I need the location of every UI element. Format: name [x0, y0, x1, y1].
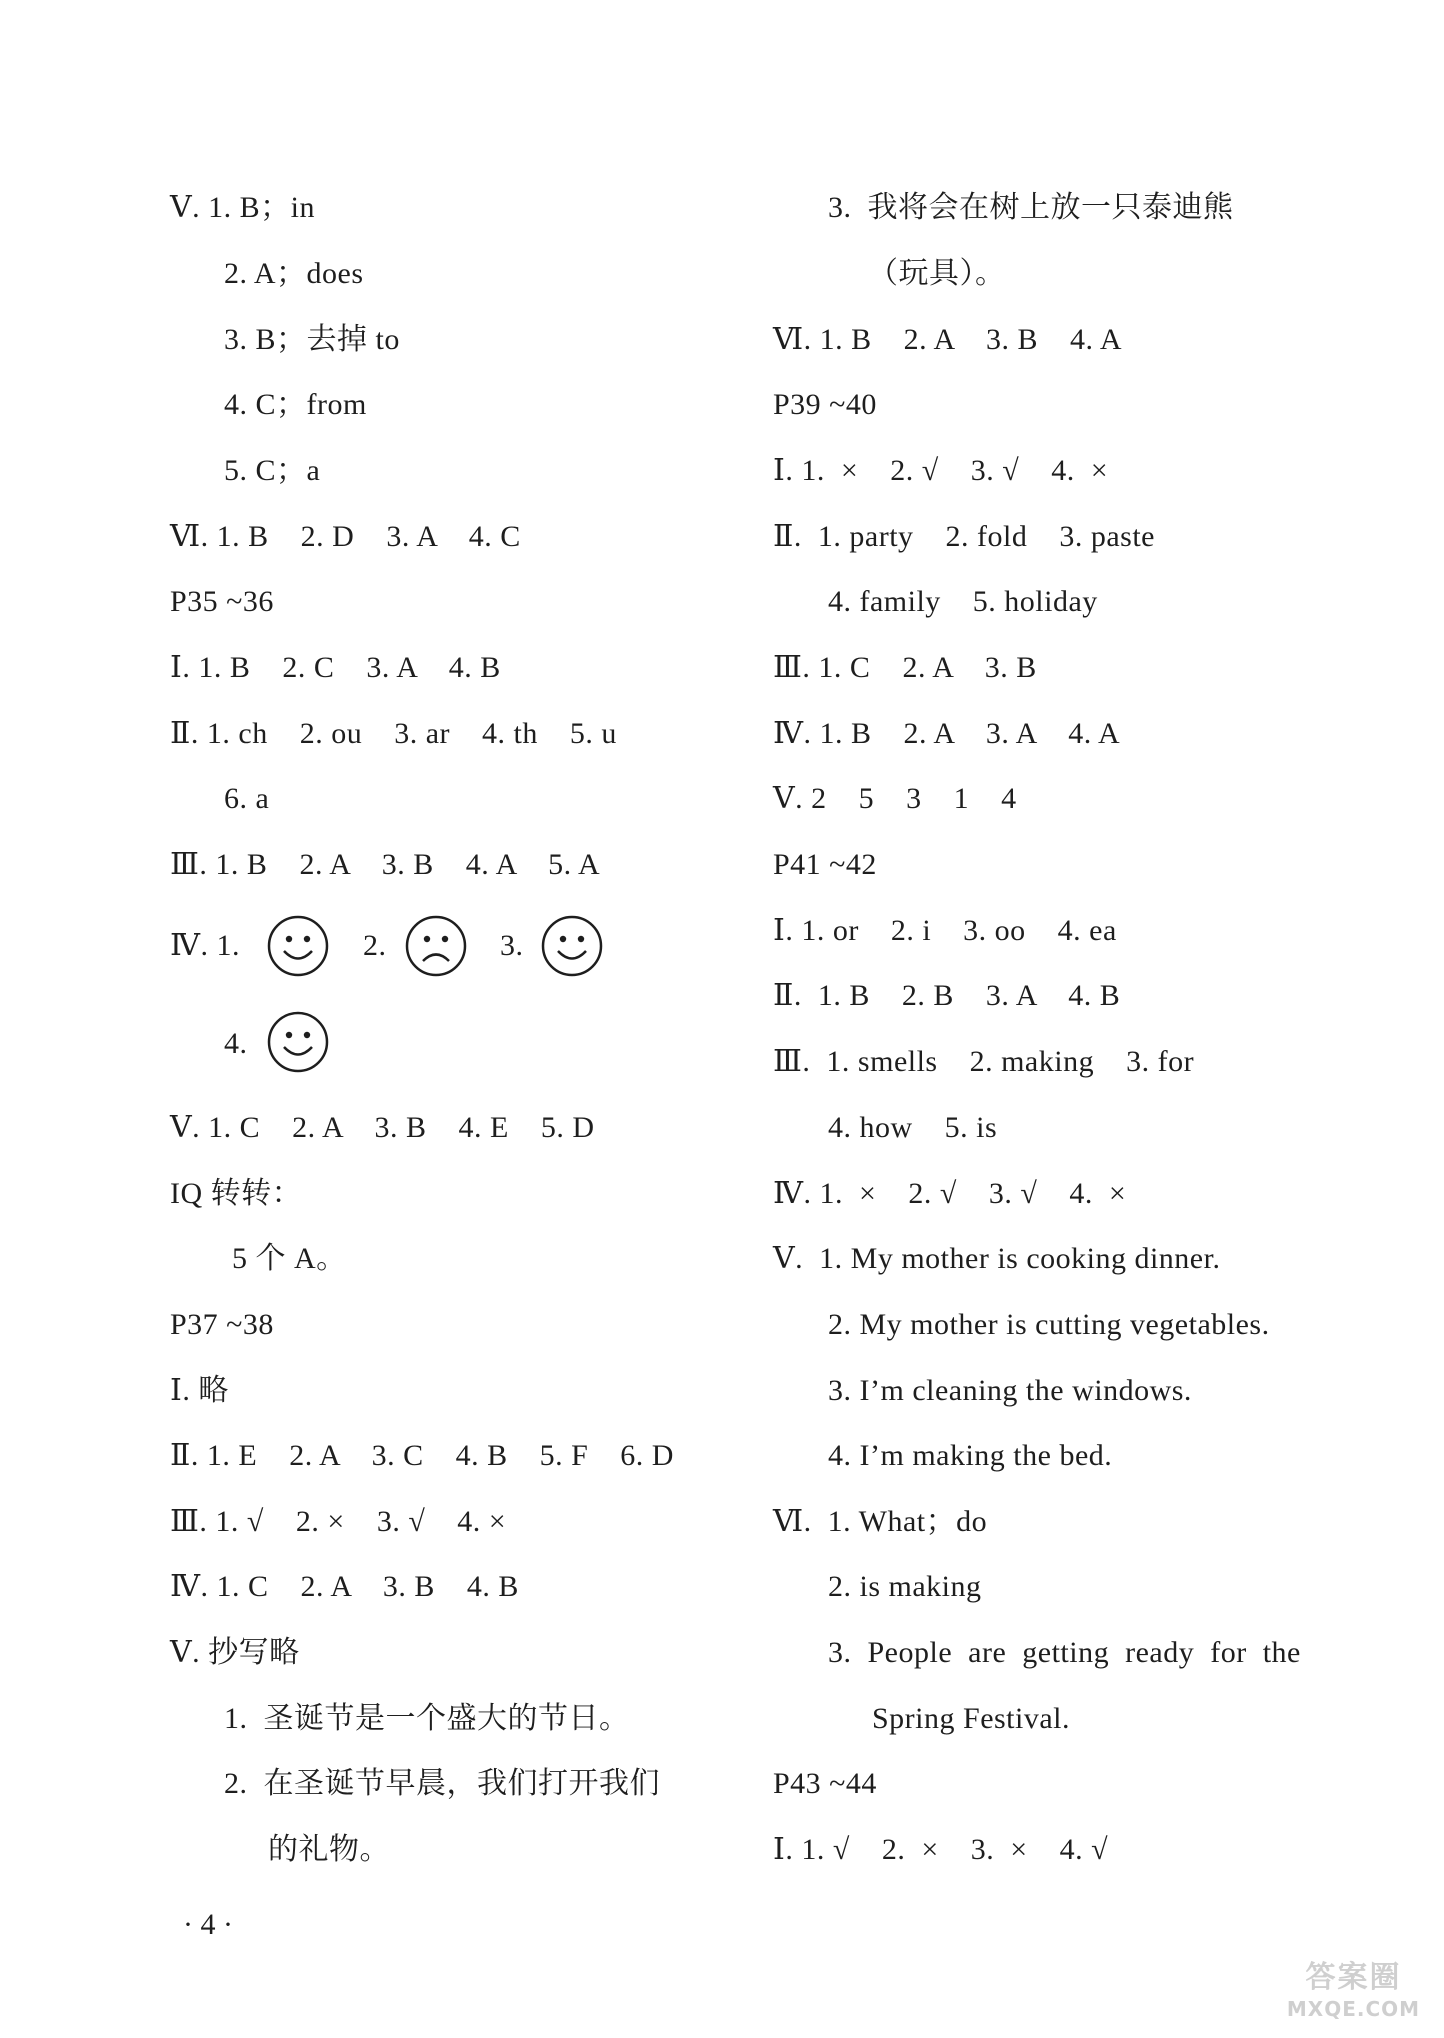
- left-line-5: 5. C；a: [224, 454, 321, 487]
- right-section-p41: P41 ~42: [773, 848, 877, 881]
- left-line-6: Ⅵ. 1. B 2. D 3. A 4. C: [170, 520, 521, 553]
- left-line-1: Ⅴ. 1. B；in: [170, 191, 316, 224]
- right-line-14: Ⅲ. 1. smells 2. making 3. for: [773, 1045, 1195, 1078]
- left-line-2: 2. A；does: [224, 257, 364, 290]
- left-line-11: Ⅲ. 1. B 2. A 3. B 4. A 5. A: [170, 848, 601, 881]
- left-section-p37: P37 ~38: [170, 1308, 274, 1341]
- left-line-21: Ⅱ. 1. E 2. A 3. C 4. B 5. F 6. D: [170, 1439, 674, 1472]
- right-line-8: Ⅲ. 1. C 2. A 3. B: [773, 651, 1037, 684]
- left-line-9: Ⅱ. 1. ch 2. ou 3. ar 4. th 5. u: [170, 717, 617, 750]
- right-line-6: Ⅱ. 1. party 2. fold 3. paste: [773, 520, 1155, 553]
- right-line-3: Ⅵ. 1. B 2. A 3. B 4. A: [773, 323, 1123, 356]
- right-section-p43: P43 ~44: [773, 1767, 877, 1800]
- face-label-roman: Ⅳ. 1.: [170, 929, 240, 962]
- right-line-12: Ⅰ. 1. or 2. i 3. oo 4. ea: [773, 914, 1117, 947]
- left-line-26: 2. 在圣诞节早晨，我们打开我们: [224, 1767, 660, 1800]
- right-line-9: Ⅳ. 1. B 2. A 3. A 4. A: [773, 717, 1121, 750]
- left-line-10: 6. a: [224, 782, 270, 815]
- watermark-url: MXQE.COM: [1286, 1997, 1421, 2021]
- right-line-7: 4. family 5. holiday: [828, 585, 1098, 618]
- right-line-16: Ⅳ. 1. × 2. √ 3. √ 4. ×: [773, 1177, 1127, 1210]
- right-line-5: Ⅰ. 1. × 2. √ 3. √ 4. ×: [773, 454, 1109, 487]
- smile-face-icon: [540, 914, 604, 978]
- right-line-18: 2. My mother is cutting vegetables.: [828, 1308, 1270, 1341]
- right-line-1: 3. 我将会在树上放一只泰迪熊: [828, 191, 1234, 224]
- left-line-18: 5 个 A。: [232, 1242, 347, 1275]
- right-line-24: Spring Festival.: [872, 1702, 1071, 1735]
- left-line-4: 4. C；from: [224, 388, 367, 421]
- right-line-26: Ⅰ. 1. √ 2. × 3. × 4. √: [773, 1833, 1109, 1866]
- left-line-23: Ⅳ. 1. C 2. A 3. B 4. B: [170, 1570, 519, 1603]
- face-label-4: 4.: [224, 1027, 248, 1060]
- left-line-24: Ⅴ. 抄写略: [170, 1636, 300, 1669]
- smile-face-icon: [266, 1010, 330, 1074]
- right-line-22: 2. is making: [828, 1570, 982, 1603]
- left-line-16: Ⅴ. 1. C 2. A 3. B 4. E 5. D: [170, 1111, 595, 1144]
- left-line-8: Ⅰ. 1. B 2. C 3. A 4. B: [170, 651, 501, 684]
- left-line-3: 3. B；去掉 to: [224, 323, 400, 356]
- left-line-25: 1. 圣诞节是一个盛大的节日。: [224, 1702, 630, 1735]
- watermark-logo: [1271, 1960, 1436, 2032]
- watermark-title: 答案圈: [1305, 1960, 1402, 1995]
- right-line-20: 4. I’m making the bed.: [828, 1439, 1113, 1472]
- left-line-22: Ⅲ. 1. √ 2. × 3. √ 4. ×: [170, 1505, 507, 1538]
- right-line-10: Ⅴ. 2 5 3 1 4: [773, 782, 1017, 815]
- left-line-17: IQ 转转：: [170, 1177, 303, 1210]
- right-line-21: Ⅵ. 1. What；do: [773, 1505, 988, 1538]
- left-line-27: 的礼物。: [268, 1833, 390, 1866]
- right-line-19: 3. I’m cleaning the windows.: [828, 1374, 1192, 1407]
- right-line-23: 3. People are getting ready for the: [828, 1636, 1301, 1669]
- right-line-15: 4. how 5. is: [828, 1111, 998, 1144]
- face-label-3: 3.: [500, 929, 524, 962]
- smile-face-icon: [266, 914, 330, 978]
- right-section-p39: P39 ~40: [773, 388, 877, 421]
- right-line-2: （玩具）。: [868, 257, 1006, 290]
- left-section-p35: P35 ~36: [170, 585, 274, 618]
- page-number: · 4 ·: [183, 1908, 233, 1941]
- right-line-13: Ⅱ. 1. B 2. B 3. A 4. B: [773, 979, 1121, 1012]
- left-line-20: Ⅰ. 略: [170, 1374, 229, 1407]
- frown-face-icon: [404, 914, 468, 978]
- right-line-17: Ⅴ. 1. My mother is cooking dinner.: [773, 1242, 1221, 1275]
- face-label-2: 2.: [363, 929, 387, 962]
